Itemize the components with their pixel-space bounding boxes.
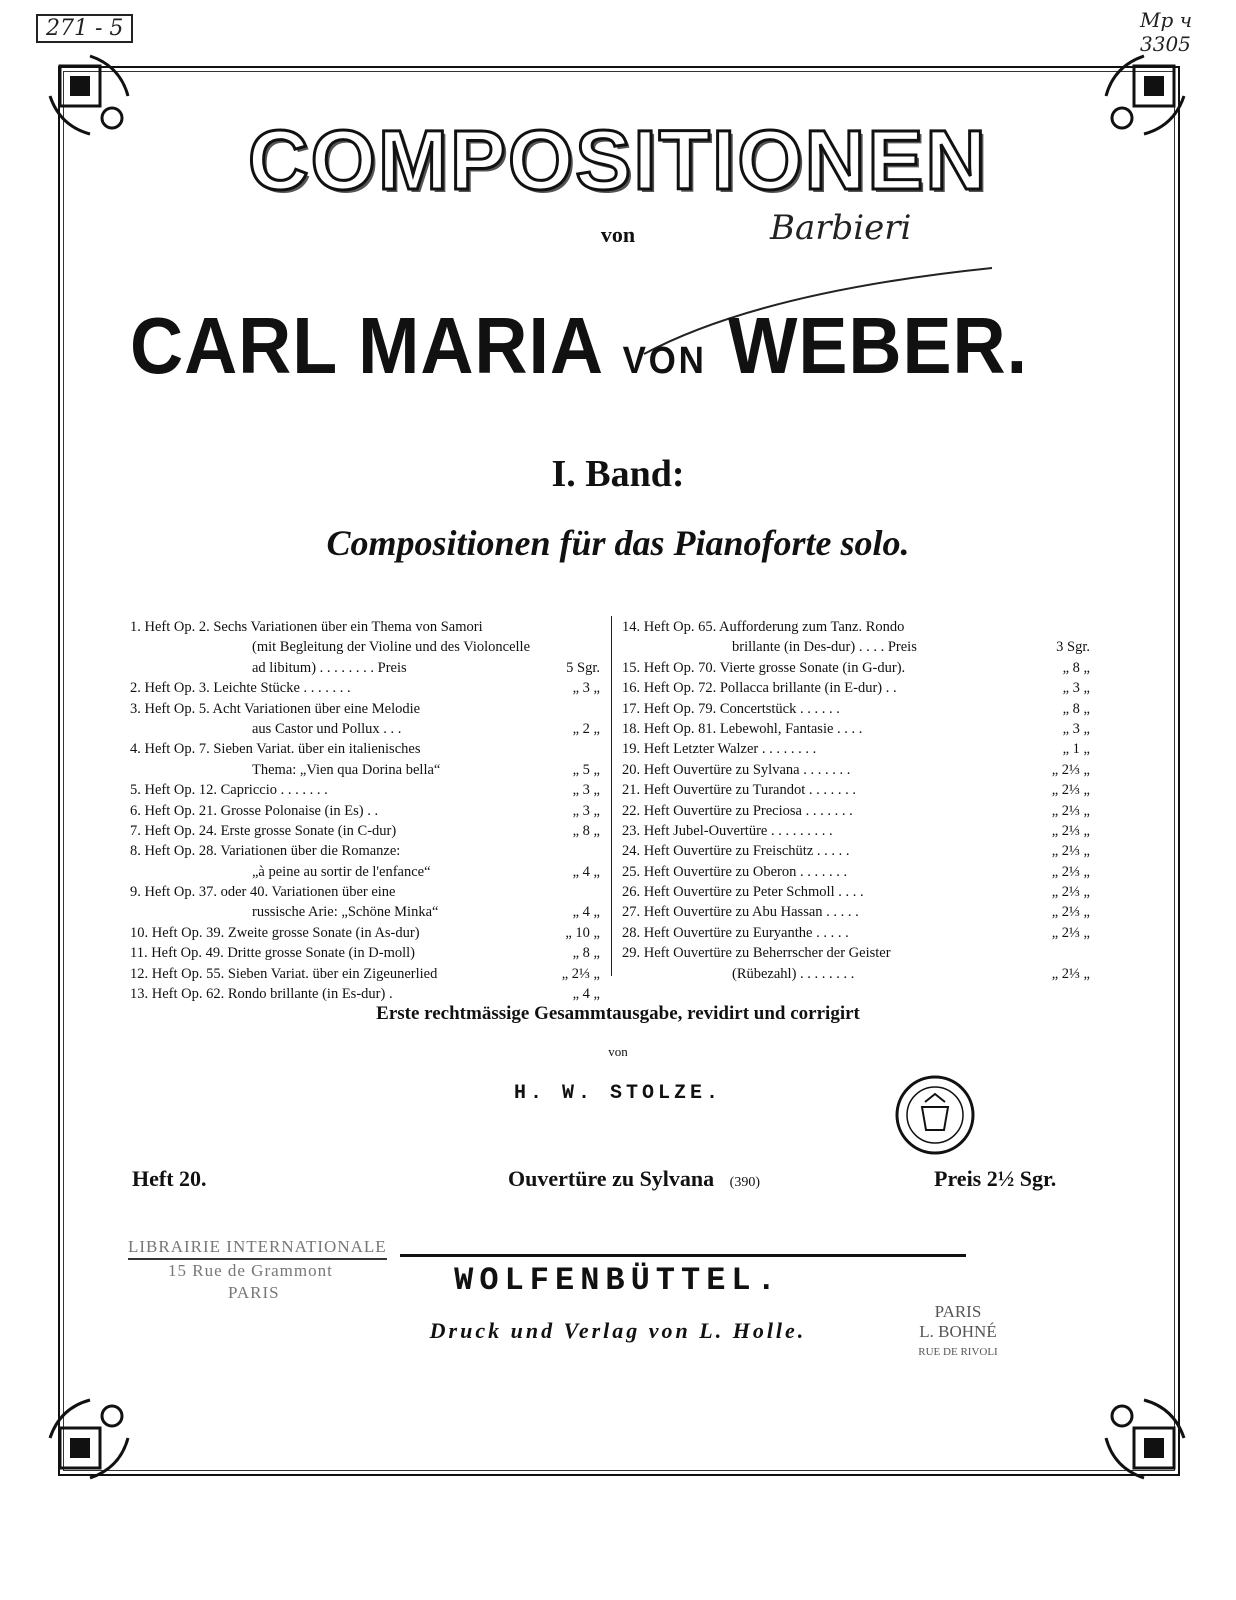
catalog-entry	[622, 862, 1090, 882]
catalog-entry-price: „ 2⅓ „	[1051, 863, 1090, 880]
handwritten-signature: Barbieri	[770, 208, 912, 248]
catalog-entry-text: 6. Heft Op. 21. Grosse Polonaise (in Es) . .	[130, 802, 379, 819]
catalog-entry-price: „ 4 „	[572, 863, 600, 880]
catalog-entry-text: „à peine au sortir de l'enfance“	[252, 863, 431, 880]
catalog-entry-price: „ 3 „	[572, 802, 600, 819]
catalog-entry-text: 21. Heft Ouvertüre zu Turandot . . . . . . .	[622, 782, 856, 799]
composer-name	[130, 300, 1028, 392]
catalog-entry	[622, 801, 1090, 821]
catalog-entry	[130, 617, 600, 637]
corner-ornament-bottom-right	[1098, 1392, 1194, 1488]
composer-von: VON	[622, 340, 707, 382]
catalog-entry	[622, 699, 1090, 719]
catalog-entry-price: „ 2⅓ „	[1051, 822, 1090, 839]
issue-piece-title: Ouvertüre zu Sylvana	[508, 1166, 715, 1191]
catalog-entry-text: 3. Heft Op. 5. Acht Variationen über eine Melodie	[130, 700, 421, 717]
catalog-entry-price: „ 4 „	[572, 986, 600, 1003]
catalog-entry-price: „ 8 „	[572, 945, 600, 962]
catalog-entry	[130, 841, 600, 861]
catalog-entry	[622, 841, 1090, 861]
catalog-entry-price: 3 Sgr.	[1056, 639, 1090, 656]
catalog-entry-price: 5 Sgr.	[566, 659, 600, 676]
library-stamp-line2: 15 Rue de Grammont	[168, 1261, 333, 1280]
dealer-stamp-line3: RUE DE RIVOLI	[918, 1346, 998, 1358]
subtitle: Compositionen für das Pianoforte solo.	[326, 523, 910, 563]
catalog-entry-price: „ 2⅓ „	[1051, 924, 1090, 941]
catalog-entry-price: „ 3 „	[572, 680, 600, 697]
catalog-entry-price: „ 2⅓ „	[1051, 761, 1090, 778]
catalog-entry-price: „ 8 „	[1062, 700, 1090, 717]
catalog-entry-text: russische Arie: „Schöne Minka“	[252, 904, 439, 921]
catalog-entry-price: „ 8 „	[1062, 659, 1090, 676]
catalog-entry	[622, 760, 1090, 780]
catalog-entry-price: „ 2⅓ „	[561, 965, 600, 982]
composer-last-name: WEBER.	[728, 301, 1028, 390]
catalog-entry	[130, 658, 600, 678]
catalog-entry	[622, 678, 1090, 698]
composer-first-name: CARL MARIA	[130, 301, 602, 390]
catalog-entry-price: „ 2⅓ „	[1051, 782, 1090, 799]
dealer-stamp	[888, 1302, 1028, 1362]
catalog-entry-price: „ 1 „	[1062, 741, 1090, 758]
issue-heft: Heft 20.	[132, 1166, 207, 1191]
catalog-entry-text: 27. Heft Ouvertüre zu Abu Hassan . . . . .	[622, 904, 859, 921]
catalog-entry-text: 16. Heft Op. 72. Pollacca brillante (in E-dur) . .	[622, 680, 897, 697]
plate-number: (390)	[729, 1175, 760, 1190]
catalog-entry-price: „ 3 „	[572, 782, 600, 799]
catalog-entry	[622, 780, 1090, 800]
catalog-entry-price: „ 8 „	[572, 822, 600, 839]
catalog-entry-text: 25. Heft Ouvertüre zu Oberon . . . . . . .	[622, 863, 848, 880]
catalog-entry	[130, 699, 600, 719]
catalog-entry	[130, 739, 600, 759]
catalog-entry	[130, 862, 600, 882]
catalog-entry	[622, 821, 1090, 841]
catalog-entry-text: ad libitum) . . . . . . . . Preis	[252, 659, 407, 676]
catalog-entry	[622, 658, 1090, 678]
catalog-left-column	[130, 617, 600, 1004]
catalog-entry-price: „ 3 „	[1062, 680, 1090, 697]
catalog-entry-text: 11. Heft Op. 49. Dritte grosse Sonate (in D-moll)	[130, 945, 415, 962]
edition-line: Erste rechtmässige Gesammtausgabe, revidirt und corrigirt	[376, 1003, 860, 1024]
catalog-entry-text: (Rübezahl) . . . . . . . .	[732, 965, 855, 982]
catalog-right-column	[622, 617, 1090, 984]
issue-piece	[508, 1166, 760, 1192]
column-divider	[611, 616, 612, 976]
catalog-entry-text: 9. Heft Op. 37. oder 40. Variationen über eine	[130, 884, 396, 901]
catalog-entry	[622, 617, 1090, 637]
catalog-entry-text: 7. Heft Op. 24. Erste grosse Sonate (in C-dur)	[130, 822, 397, 839]
catalog-entry	[622, 882, 1090, 902]
dealer-stamp-line1: PARIS	[934, 1302, 982, 1321]
catalog-entry-text: 23. Heft Jubel-Ouvertüre . . . . . . . . .	[622, 822, 833, 839]
imprint-city: WOLFENBÜTTEL.	[454, 1262, 782, 1299]
catalog-entry-price: „ 2⅓ „	[1051, 802, 1090, 819]
imprint-publisher: Druck und Verlag von L. Holle.	[429, 1318, 807, 1343]
catalog-entry	[130, 801, 600, 821]
library-stamp-line1: LIBRAIRIE INTERNATIONALE	[128, 1236, 387, 1260]
catalog-entry-text: 4. Heft Op. 7. Sieben Variat. über ein italienisches	[130, 741, 421, 758]
catalog-entry	[130, 821, 600, 841]
catalog-entry	[130, 780, 600, 800]
catalog-entry-text: 29. Heft Ouvertüre zu Beherrscher der Geister	[622, 945, 891, 962]
catalog-entry	[622, 739, 1090, 759]
catalog-entry	[130, 760, 600, 780]
catalog-entry-price: „ 4 „	[572, 904, 600, 921]
catalog-entry-price: „ 2⅓ „	[1051, 904, 1090, 921]
catalog-entry	[622, 637, 1090, 657]
catalog-entry-text: 24. Heft Ouvertüre zu Freischütz . . . . .	[622, 843, 850, 860]
catalog-entry-text: 1. Heft Op. 2. Sechs Variationen über ein Thema von Samori	[130, 619, 483, 635]
catalog-entry	[622, 719, 1090, 739]
edition-von: von	[608, 1044, 628, 1059]
catalog-entry	[130, 882, 600, 902]
catalog-entry-text: 15. Heft Op. 70. Vierte grosse Sonate (in G-dur).	[622, 659, 906, 676]
catalog-entry	[622, 943, 1090, 963]
catalog-entry-price: „ 2⅓ „	[1051, 965, 1090, 982]
catalog-entry-text: 19. Heft Letzter Walzer . . . . . . . .	[622, 741, 817, 758]
catalog-entry-text: 5. Heft Op. 12. Capriccio . . . . . . .	[130, 782, 328, 799]
catalog-entry-text: 12. Heft Op. 55. Sieben Variat. über ein Zigeunerlied	[130, 965, 438, 982]
catalog-entry-text: 20. Heft Ouvertüre zu Sylvana . . . . . . .	[622, 761, 851, 778]
catalog-entry	[130, 943, 600, 963]
imprint-rule	[400, 1254, 966, 1257]
catalog-entry-price: „ 5 „	[572, 761, 600, 778]
catalog-number: Mp ч 3305	[1140, 8, 1193, 56]
catalog-entry-price: „ 2⅓ „	[1051, 884, 1090, 901]
catalog-entry-price: „ 10 „	[565, 924, 600, 941]
catalog-entry	[130, 678, 600, 698]
catalog-entry-text: 14. Heft Op. 65. Aufforderung zum Tanz. Rondo	[622, 619, 905, 635]
catalog-entry	[130, 902, 600, 922]
catalog-entry	[622, 902, 1090, 922]
catalog-entry	[130, 923, 600, 943]
issue-price: Preis 2½ Sgr.	[934, 1166, 1057, 1191]
catalog-entry	[130, 984, 600, 1004]
editor-name: H. W. STOLZE.	[513, 1082, 723, 1105]
catalog-entry-price: „ 2⅓ „	[1051, 843, 1090, 860]
catalog-entry	[130, 719, 600, 739]
catalog-entry	[622, 964, 1090, 984]
catalog-entry-price: „ 3 „	[1062, 720, 1090, 737]
library-stamp	[892, 1072, 978, 1158]
library-stamp-line3: PARIS	[228, 1283, 280, 1302]
catalog-entry-text: 13. Heft Op. 62. Rondo brillante (in Es-dur) .	[130, 986, 393, 1003]
catalog-entry	[130, 637, 600, 657]
dealer-stamp-line2: L. BOHNÉ	[919, 1322, 997, 1341]
catalog-entry-text: aus Castor und Pollux . . .	[252, 720, 402, 737]
catalog-entry-text: 26. Heft Ouvertüre zu Peter Schmoll . . . .	[622, 884, 864, 901]
catalog-entry-text: 17. Heft Op. 79. Concertstück . . . . . .	[622, 700, 840, 717]
catalog-entry-text: 18. Heft Op. 81. Lebewohl, Fantasie . . . .	[622, 720, 863, 737]
catalog-entry-text: 22. Heft Ouvertüre zu Preciosa . . . . . . .	[622, 802, 853, 819]
catalog-entry-text: 28. Heft Ouvertüre zu Euryanthe . . . . .	[622, 924, 849, 941]
title-von: von	[600, 222, 636, 247]
band-heading: I. Band:	[551, 453, 685, 495]
catalog-entry-text: 8. Heft Op. 28. Variationen über die Romanze:	[130, 843, 401, 860]
page-title: COMPOSITIONEN	[247, 113, 989, 207]
catalog-entry-price: „ 2 „	[572, 720, 600, 737]
catalog-entry	[130, 964, 600, 984]
corner-ornament-bottom-left	[40, 1392, 136, 1488]
shelfmark: 271 - 5	[36, 14, 133, 43]
catalog-entry-text: 10. Heft Op. 39. Zweite grosse Sonate (in As-dur)	[130, 924, 420, 941]
catalog-entry	[622, 923, 1090, 943]
catalog-entry-text: Thema: „Vien qua Dorina bella“	[252, 761, 441, 778]
catalog-entry-text: (mit Begleitung der Violine und des Violoncelle	[252, 639, 531, 656]
catalog-entry-text: 2. Heft Op. 3. Leichte Stücke . . . . . . .	[130, 680, 351, 697]
catalog-entry-text: brillante (in Des-dur) . . . . Preis	[732, 639, 917, 656]
